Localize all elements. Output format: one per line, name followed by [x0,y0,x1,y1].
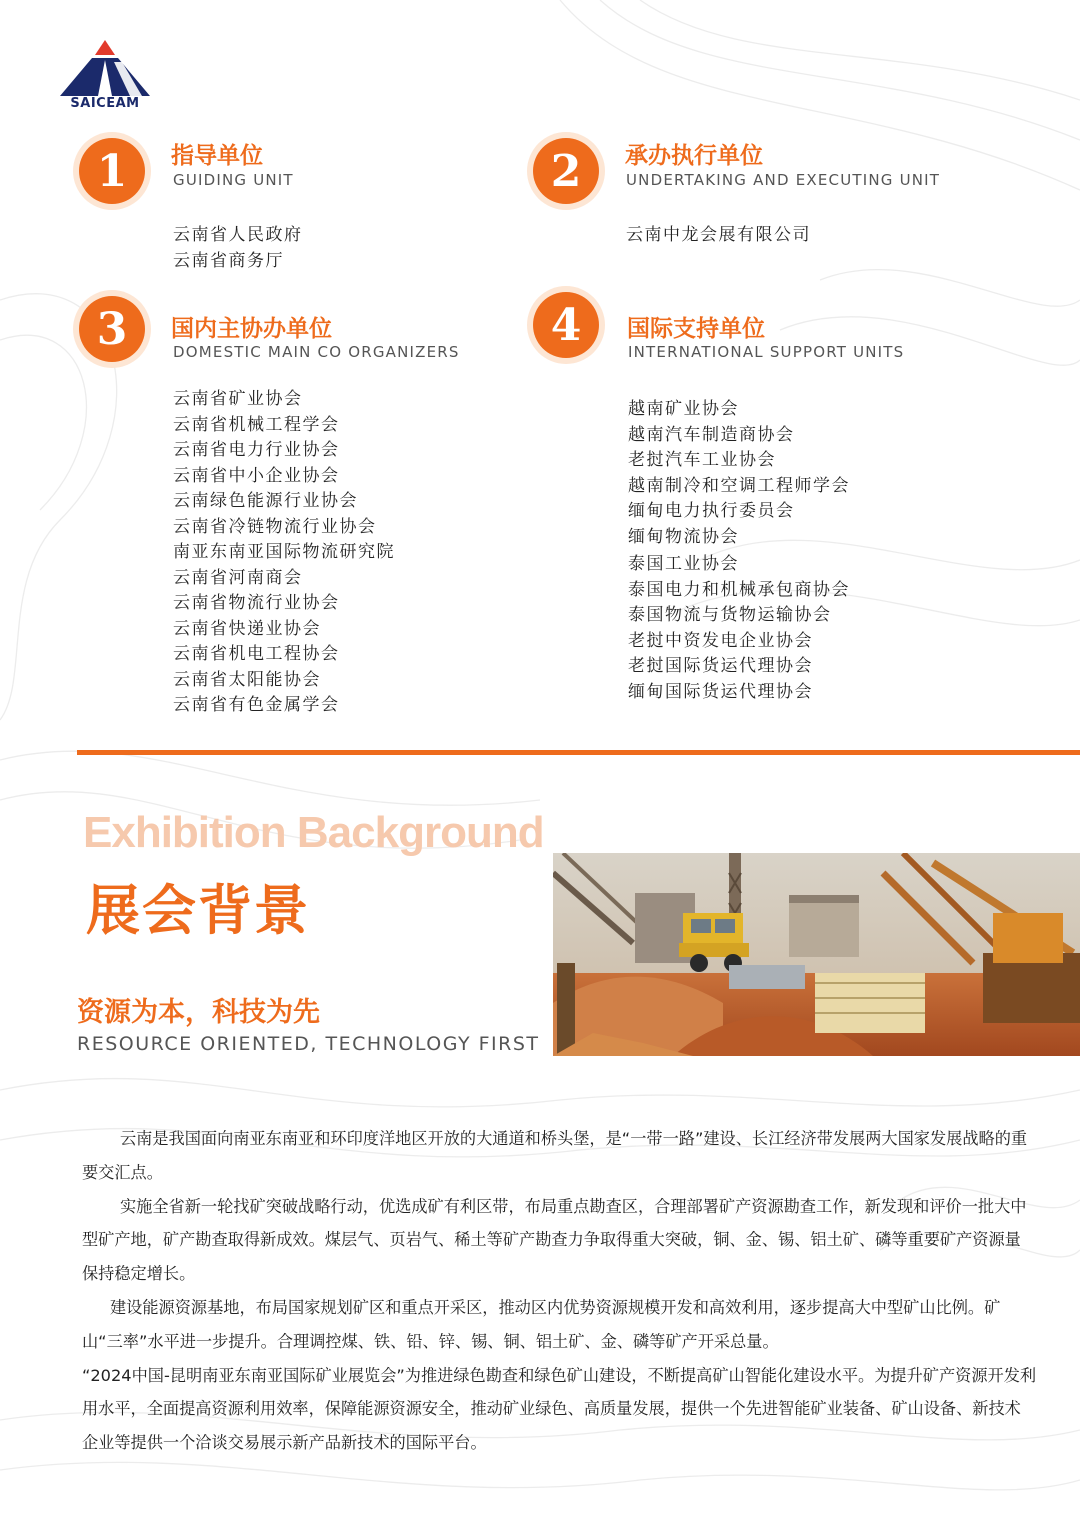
background-paragraph-3: 建设能源资源基地，布局国家规划矿区和重点开采区，推动区内优势资源规模开发和高效利用，逐步提高大中型矿山比例。矿山“三率”水平进一步提升。合理调控煤、铁、铅、锌、锡、铜、铝土矿、金、磷等矿产开采总量。 [82,1297,1001,1351]
background-paragraph-2: 实施全省新一轮找矿突破战略行动，优选成矿有利区带，布局重点勘查区，合理部署矿产资源勘查工作，新发现和评价一批大中型矿产地，矿产勘查取得新成效。煤层气、页岩气、稀土等矿产勘查力争取得重大突破，铜、金、锡、铝土矿、磷等重要矿产资源量保持稳定增长。 [82,1196,1027,1284]
list-item: 泰国物流与货物运输协会 [628,605,832,625]
list-item: 越南汽车制造商协会 [628,424,795,445]
list-item: 云南省河南商会 [173,567,303,588]
list-item: 云南省电力行业协会 [173,440,340,460]
list-item: 云南省人民政府 [173,225,303,245]
logo-mark-icon [52,38,158,98]
guiding-unit-list [173,223,303,274]
section-title-guiding: 指导单位 [171,143,263,169]
list-item: 云南省冷链物流行业协会 [173,516,377,537]
section-title-domestic: 国内主协办单位 [171,316,332,342]
logo-text: SAICEAM [70,96,140,111]
list-item: 云南省矿业协会 [173,389,303,409]
exhibition-background-text [82,1122,1037,1460]
list-item: 云南省中小企业协会 [173,465,340,486]
section-subtitle-domestic: DOMESTIC MAIN CO ORGANIZERS [173,343,460,361]
section-title-executing: 承办执行单位 [625,143,763,169]
list-item: 缅甸物流协会 [628,526,739,547]
international-support-list [628,397,850,705]
list-item: 云南省物流行业协会 [173,593,340,613]
exhibition-background-title-en: Exhibition Background [83,808,544,857]
list-item: 泰国电力和机械承包商协会 [628,579,850,600]
list-item: 越南矿业协会 [628,399,739,419]
section-number-badge-4: 4 [533,292,599,358]
executing-unit-list [626,223,811,249]
list-item: 缅甸电力执行委员会 [628,501,795,521]
section-number-badge-2: 2 [533,138,599,204]
list-item: 云南省有色金属学会 [173,695,340,715]
list-item: 南亚东南亚国际物流研究院 [173,542,395,562]
slogan-en: RESOURCE ORIENTED, TECHNOLOGY FIRST [77,1033,540,1055]
section-title-international: 国际支持单位 [627,316,765,342]
list-item: 老挝中资发电企业协会 [628,630,813,651]
section-divider [77,750,1080,755]
list-item: 云南省太阳能协会 [173,669,321,690]
section-subtitle-guiding: GUIDING UNIT [173,171,294,189]
list-item: 老挝汽车工业协会 [628,450,776,470]
domestic-organizer-list [173,387,395,719]
list-item: 云南中龙会展有限公司 [626,225,811,245]
exhibition-background-title-cn: 展会背景 [86,879,310,942]
section-number-badge-3: 3 [79,296,145,362]
list-item: 云南省商务厅 [173,250,284,271]
background-paragraph-4: “2024中国-昆明南亚东南亚国际矿业展览会”为推进绿色勘查和绿色矿山建设，不断提高矿山智能化建设水平。为提升矿产资源开发利用水平，全面提高资源利用效率，保障能源资源安全，推动矿业绿色、高质量发展，提供一个先进智能矿业装备、矿山设备、新技术企业等提供一个洽谈交易展示新产品新技术的国际平台。 [82,1365,1037,1453]
list-item: 缅甸国际货运代理协会 [628,681,813,702]
saiceam-logo [52,38,158,114]
list-item: 云南省快递业协会 [173,618,321,639]
slogan-cn: 资源为本，科技为先 [77,997,320,1028]
list-item: 泰国工业协会 [628,554,739,574]
list-item: 老挝国际货运代理协会 [628,656,813,676]
list-item: 越南制冷和空调工程师学会 [628,475,850,496]
section-number-badge-1: 1 [79,138,145,204]
list-item: 云南省机电工程协会 [173,644,340,664]
section-subtitle-international: INTERNATIONAL SUPPORT UNITS [628,343,905,361]
list-item: 云南绿色能源行业协会 [173,491,358,511]
background-paragraph-1: 云南是我国面向南亚东南亚和环印度洋地区开放的大通道和桥头堡，是“一带一路”建设、长江经济带发展两大国家发展战略的重要交汇点。 [82,1129,1028,1182]
section-subtitle-executing: UNDERTAKING AND EXECUTING UNIT [626,171,941,189]
mining-site-photo [553,853,1080,1056]
list-item: 云南省机械工程学会 [173,414,340,435]
